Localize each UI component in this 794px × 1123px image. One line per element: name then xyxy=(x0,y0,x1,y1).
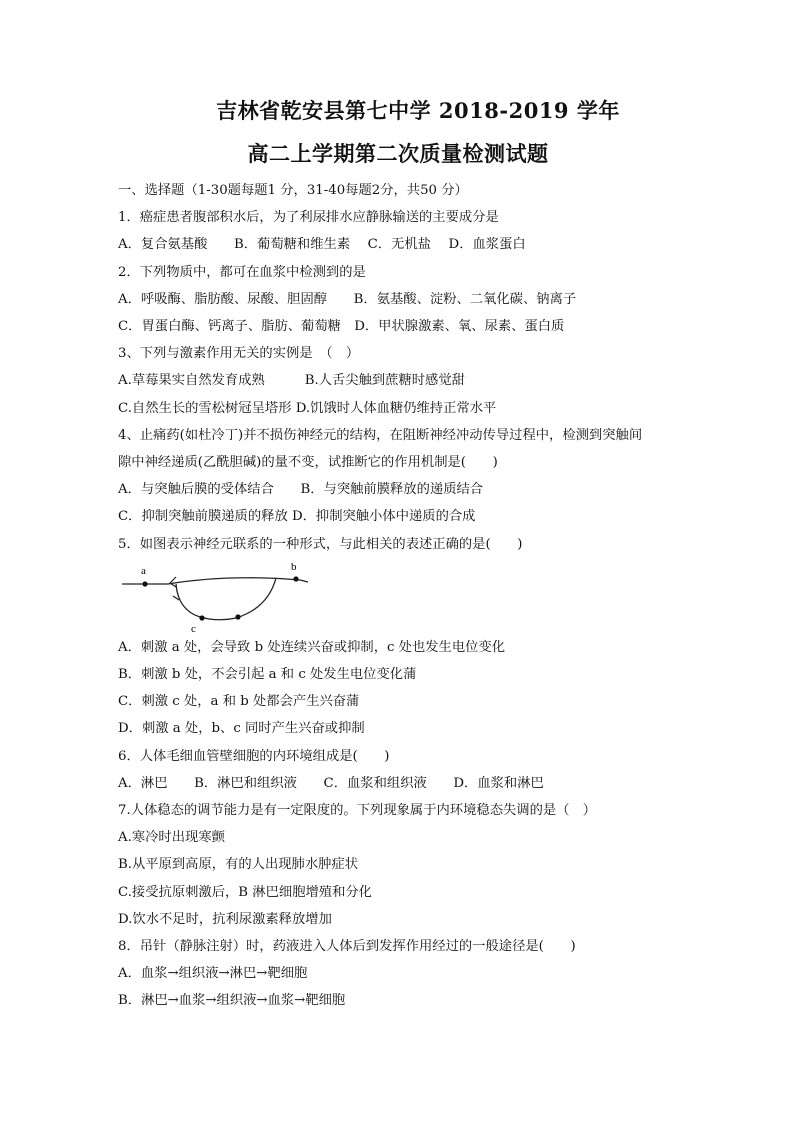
question-7-stem: 7.人体稳态的调节能力是有一定限度的。下列现象属于内环境稳态失调的是（ ） xyxy=(118,803,597,819)
main-axon-line xyxy=(122,578,308,584)
question-8-option-b: B．淋巴→血浆→组织液→血浆→靶细胞 xyxy=(118,993,346,1009)
question-8-option-a: A．血浆→组织液→淋巴→靶细胞 xyxy=(118,966,308,982)
question-8-stem: 8．吊针（静脉注射）时，药液进入人体后到发挥作用经过的一般途径是( ) xyxy=(118,939,576,955)
question-7-option-d: D.饮水不足时，抗利尿激素释放增加 xyxy=(118,911,332,927)
question-5-option-a: A．刺激 a 处，会导致 b 处连续兴奋或抑制，c 处也发生电位变化 xyxy=(118,639,506,655)
question-1-options: A．复合氨基酸 B．葡萄糖和维生素 C．无机盐 D．血浆蛋白 xyxy=(118,237,526,253)
question-4-option-ab: A．与突触后膜的受体结合 B．与突触前膜释放的递质结合 xyxy=(118,482,484,498)
question-6-stem: 6．人体毛细血管壁细胞的内环境组成是( ) xyxy=(118,748,390,764)
point-c-dot xyxy=(199,615,204,620)
loop-dot xyxy=(235,614,240,619)
exam-title-line2: 高二上学期第二次质量检测试题 xyxy=(247,141,549,166)
question-6-options: A．淋巴 B．淋巴和组织液 C．血浆和组织液 D．血浆和淋巴 xyxy=(118,775,544,791)
point-b-dot xyxy=(293,576,298,581)
question-2-option-cd: C．胃蛋白酶、钙离子、脂肪、葡萄糖 D．甲状腺激素、氧、尿素、蛋白质 xyxy=(118,319,565,335)
question-5-option-c: C．刺激 c 处，a 和 b 处都会产生兴奋蒲 xyxy=(118,694,360,710)
point-a-dot xyxy=(142,581,147,586)
question-5-stem: 5．如图表示神经元联系的一种形式，与此相关的表述正确的是( ) xyxy=(118,536,523,552)
question-5-option-b: B．刺激 b 处，不会引起 a 和 c 处发生电位变化蒲 xyxy=(118,667,417,683)
question-1-stem: 1．癌症患者腹部积水后，为了利尿排水应静脉输送的主要成分是 xyxy=(118,210,499,226)
loop-branch-line xyxy=(176,578,276,620)
question-3-option-ab: A.草莓果实自然发育成熟 B.人舌尖触到蔗糖时感觉甜 xyxy=(118,373,465,389)
question-7-option-a: A.寒冷时出现寒颤 xyxy=(118,830,225,846)
label-a: a xyxy=(141,564,146,577)
question-5-option-d: D．刺激 a 处，b、c 同时产生兴奋或抑制 xyxy=(118,721,365,737)
question-4-stem-line1: 4、止痛药(如杜冷丁)并不损伤神经元的结构，在阻断神经冲动传导过程中，检测到突触间 xyxy=(118,427,643,443)
question-3-stem: 3、下列与激素作用无关的实例是 （ ） xyxy=(118,346,360,362)
exam-title-line1: 吉林省乾安县第七中学 2018-2019 学年 xyxy=(216,98,620,123)
exam-page xyxy=(118,96,678,1015)
question-7-option-b: B.从平原到高原，有的人出现肺水肿症状 xyxy=(118,857,359,873)
synapse-mark-upper xyxy=(170,577,176,587)
question-3-option-cd: C.自然生长的雪松树冠呈塔形 D.饥饿时人体血糖仍维持正常水平 xyxy=(118,400,497,416)
question-7-option-c: C.接受抗原刺激后，B 淋巴细胞增殖和分化 xyxy=(118,884,372,900)
question-2-stem: 2．下列物质中，都可在血浆中检测到的是 xyxy=(118,264,366,280)
label-b: b xyxy=(291,560,297,573)
question-2-option-ab: A．呼吸酶、脂肪酸、尿酸、胆固醇 B．氨基酸、淀粉、二氧化碳、钠离子 xyxy=(118,291,577,307)
section-heading: 一、选择题（1-30题每题1 分，31-40每题2分，共50 分） xyxy=(118,183,468,198)
question-4-option-cd: C．抑制突触前膜递质的释放 D．抑制突触小体中递质的合成 xyxy=(118,509,476,525)
neuron-connection-figure xyxy=(118,560,318,636)
question-4-stem-line2: 隙中神经递质(乙酰胆碱)的量不变，试推断它的作用机制是( ) xyxy=(118,455,498,471)
label-c: c xyxy=(191,622,196,635)
